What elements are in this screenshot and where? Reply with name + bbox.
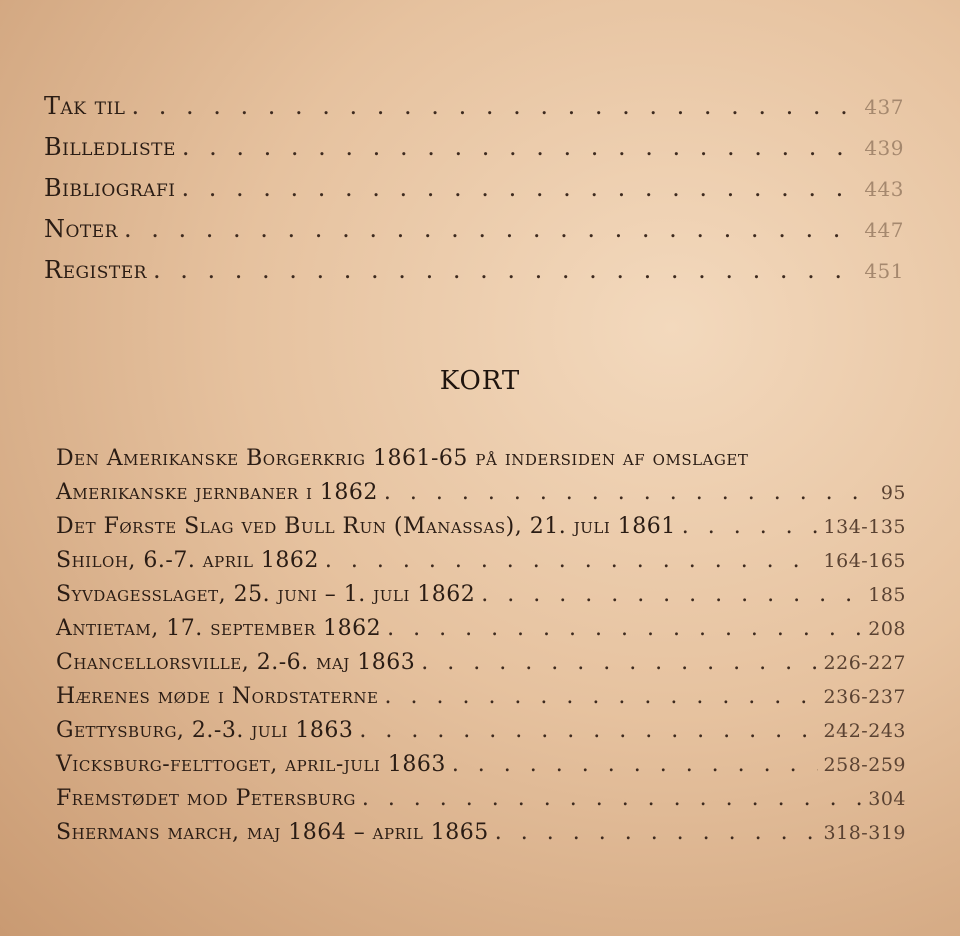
toc-entry-label: Bibliografi bbox=[44, 174, 176, 202]
toc-entry-page: 242-243 bbox=[823, 720, 906, 742]
toc-entry-label: Vicksburg-felttoget, april-juli 1863 bbox=[56, 752, 446, 777]
toc-entry bbox=[44, 133, 904, 174]
toc-entry bbox=[56, 548, 906, 582]
toc-entry bbox=[44, 92, 904, 133]
toc-entry bbox=[56, 718, 906, 752]
toc-entry bbox=[56, 480, 906, 514]
toc-entry bbox=[44, 256, 904, 297]
toc-entry bbox=[56, 684, 906, 718]
leader-dots bbox=[362, 786, 862, 811]
toc-entry-page: 258-259 bbox=[823, 754, 906, 776]
toc-entry-page: 439 bbox=[864, 136, 904, 160]
toc-entry-page: 164-165 bbox=[823, 550, 906, 572]
leader-dots bbox=[124, 215, 858, 243]
toc-entry-label: Fremstødet mod Petersburg bbox=[56, 786, 356, 811]
toc-entry-label: Hærenes møde i Nordstaterne bbox=[56, 684, 379, 709]
toc-entry-page: 318-319 bbox=[823, 822, 906, 844]
toc-entry-label: Shermans march, maj 1864 – april 1865 bbox=[56, 820, 489, 845]
leader-dots bbox=[325, 548, 818, 573]
leader-dots bbox=[385, 684, 818, 709]
toc-entry-page: 437 bbox=[864, 95, 904, 119]
toc-entry bbox=[56, 752, 906, 786]
toc-entry bbox=[56, 514, 906, 548]
leader-dots bbox=[452, 752, 818, 777]
toc-entry-page: 451 bbox=[864, 259, 904, 283]
toc-entry-label: Billedliste bbox=[44, 133, 176, 161]
leader-dots bbox=[153, 256, 858, 284]
leader-dots bbox=[387, 616, 862, 641]
toc-entry bbox=[56, 650, 906, 684]
toc-entry-page: 226-227 bbox=[823, 652, 906, 674]
toc-entry bbox=[56, 820, 906, 854]
toc-entry-label: Den Amerikanske Borgerkrig 1861-65 på indersiden af omslaget bbox=[56, 446, 749, 471]
toc-entry-page: 208 bbox=[868, 618, 906, 640]
toc-entry-label: Chancellorsville, 2.-6. maj 1863 bbox=[56, 650, 416, 675]
front-matter-toc bbox=[44, 92, 904, 297]
toc-entry bbox=[56, 786, 906, 820]
maps-toc bbox=[56, 446, 906, 854]
toc-entry-label: Amerikanske jernbaner i 1862 bbox=[56, 480, 378, 505]
toc-entry-page: 95 bbox=[880, 482, 906, 504]
toc-entry-label: Det Første Slag ved Bull Run (Manassas), 21. juli 1861 bbox=[56, 514, 676, 539]
toc-entry-label: Antietam, 17. september 1862 bbox=[56, 616, 382, 641]
leader-dots bbox=[421, 650, 817, 675]
toc-entry bbox=[44, 174, 904, 215]
toc-entry-label: Syvdagesslaget, 25. juni – 1. juli 1862 bbox=[56, 582, 476, 607]
toc-entry-page: 443 bbox=[864, 177, 904, 201]
leader-dots bbox=[182, 133, 858, 161]
toc-entry bbox=[56, 616, 906, 650]
toc-entry-page: 236-237 bbox=[823, 686, 906, 708]
leader-dots bbox=[384, 480, 864, 505]
toc-entry-label: Noter bbox=[44, 215, 118, 243]
toc-entry-label: Tak til bbox=[44, 92, 126, 120]
toc-entry bbox=[56, 446, 906, 480]
leader-dots bbox=[481, 582, 862, 607]
toc-entry bbox=[56, 582, 906, 616]
leader-dots bbox=[682, 514, 818, 539]
leader-dots bbox=[359, 718, 817, 743]
leader-dots bbox=[181, 174, 858, 202]
section-title: KORT bbox=[439, 366, 521, 396]
toc-entry-page: 304 bbox=[868, 788, 906, 810]
toc-entry-page: 134-135 bbox=[823, 516, 906, 538]
leader-dots bbox=[131, 92, 858, 120]
leader-dots bbox=[495, 820, 818, 845]
toc-entry-label: Shiloh, 6.-7. april 1862 bbox=[56, 548, 319, 573]
toc-entry-page: 447 bbox=[864, 218, 904, 242]
toc-entry-page: 185 bbox=[868, 584, 906, 606]
toc-entry-label: Gettysburg, 2.-3. juli 1863 bbox=[56, 718, 354, 743]
toc-entry-label: Register bbox=[44, 256, 147, 284]
toc-entry bbox=[44, 215, 904, 256]
